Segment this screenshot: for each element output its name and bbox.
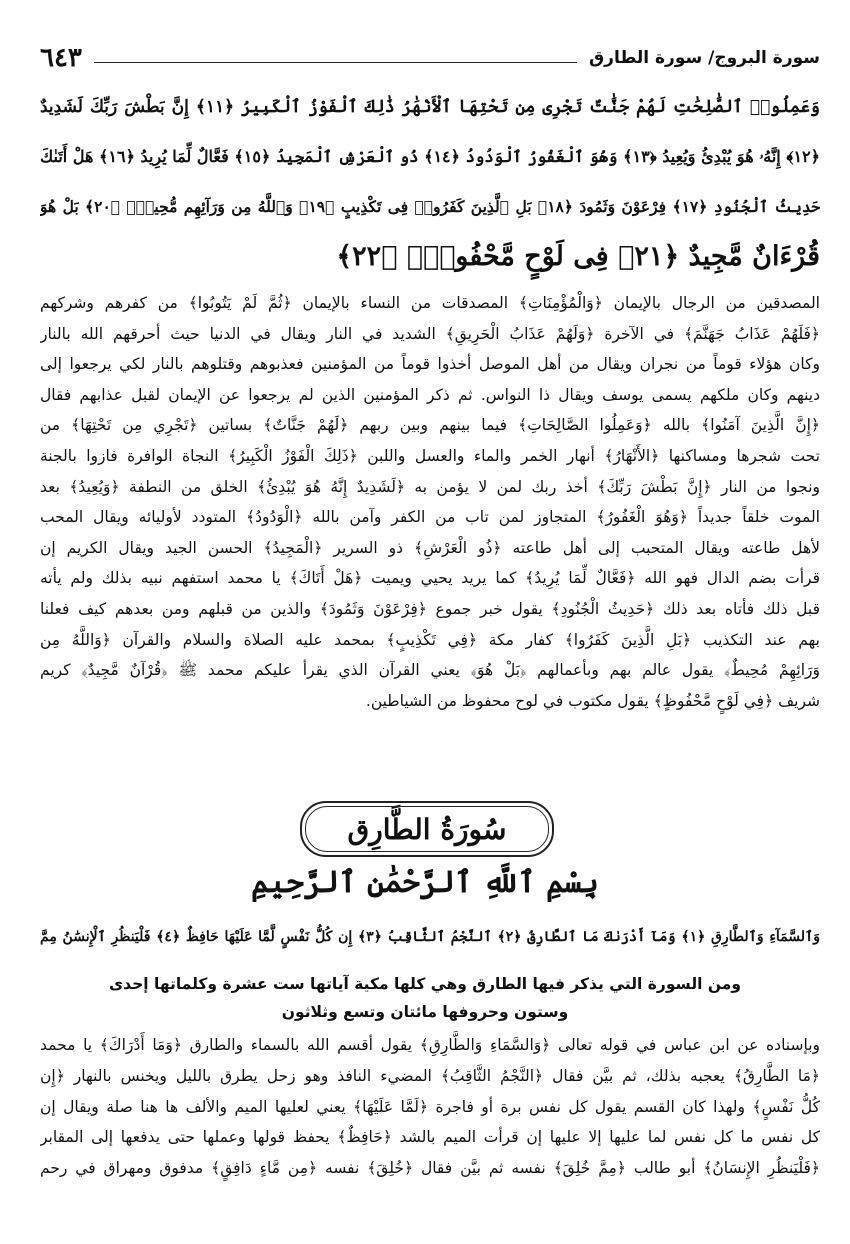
sura-title-frame	[300, 801, 554, 857]
tafsir-line: تحت شجرها ومساكنها ﴿الأَنْهَارُ﴾ أنهار الخمر والماء والعسل واللبن ﴿ذَلِكَ الْفَوْزُ الْكَبِيرُ﴾ النجاة الوافرة فازوا بالجنة	[40, 446, 820, 465]
tafsir-line: لأهل طاعته ويقال المتحبب إلى أهل طاعته ﴿ذُو الْعَرْشِ﴾ ذو السرير ﴿الْمَجِيدُ﴾ الحسن الجيد ويقال الكريم إن	[40, 538, 820, 557]
tafsir-line: المصدقين من الرجال بالإيمان ﴿وَالْمُؤْمِنَاتِ﴾ المصدقات من النساء بالإيمان ﴿ثُمَّ لَمْ يَتُوبُوا﴾ من كفرهم وشركهم	[40, 294, 820, 312]
page-header	[40, 40, 820, 76]
basmala: بِسْمِ ٱللَّهِ ٱلرَّحْمَٰنِ ٱلرَّحِيمِ	[251, 865, 599, 900]
tafsir-line: بهم عند التكذيب ﴿بَلِ الَّذِينَ كَفَرُوا﴾ كفار مكة ﴿فِي تَكْذِيبٍ﴾ بمحمد عليه الصلاة والسلام والقرآن ﴿وَاللَّهُ مِن	[40, 630, 820, 649]
tafsir-line: الموت خلقاً جديداً ﴿وَهُوَ الْغَفُورُ﴾ المتجاوز لمن تاب من الكفر وآمن بالله ﴿الْوَدُودُ﴾ المتودد لأوليائه ويقال المحب	[40, 508, 820, 527]
quran-line: ﴿١٢﴾ إِنَّهُۥ هُوَ يُبْدِئُ وَيُعِيدُ ﴿١٣﴾ وَهُوَ ٱلْغَفُورُ ٱلْوَدُودُ ﴿١٤﴾ ذُو ٱلْعَرْشِ ٱلْمَجِيدُ ﴿١٥﴾ فَعَّالٌ لِّمَا يُرِيدُ ﴿١٦﴾ هَلْ أَتَىٰكَ	[40, 147, 820, 166]
tafsir-line: دينهم وكان ملكهم يسمى يوسف ويقال ذا النواس. ثم ذكر المؤمنين الذين لم يرجعوا عن الإيمان لقبل عذابهم فقال	[40, 385, 820, 404]
sura-intro	[80, 970, 770, 1026]
running-title: سورة البروج/ سورة الطارق	[588, 48, 820, 68]
quran-text-top	[40, 82, 820, 282]
tafsir-text-top	[40, 288, 820, 716]
tafsir-line: قرأت بضم الدال فهو الله ﴿فَعَّالٌ لِّمَا يُرِيدُ﴾ كما يريد يحيي ويميت ﴿هَلْ أَتَاكَ﴾ يا محمد استفهم نبيه بذلك ولم يأته	[40, 569, 820, 588]
tafsir-text-bottom	[40, 1030, 820, 1184]
sura-title: سُورَةُ الطَّارِق	[347, 812, 507, 846]
tafsir-line: ﴿فَلْيَنظُرِ الإِنسَانُ﴾ أبو طالب ﴿مِمَّ خُلِقَ﴾ نفسه ثم بيَّن فقال ﴿خُلِقَ﴾ نفسه ﴿مِن مَّاءٍ دَافِقٍ﴾ مدفوق ومهراق في رحم	[40, 1159, 820, 1178]
header-rule	[94, 62, 577, 63]
quran-line: وَعَمِلُوا۟ ٱلصَّٰلِحَٰتِ لَهُمْ جَنَّٰتٌ تَجْرِى مِن تَحْتِهَا ٱلْأَنْهَٰرُ ذَٰلِكَ ٱلْفَوْزُ ٱلْكَبِيرُ ﴿١١﴾ إِنَّ بَطْشَ رَبِّكَ لَشَدِيدٌ	[40, 97, 820, 117]
tafsir-line: وَرَائِهِمْ مُحِيطٌ﴾ يقول عالم بهم وبأعمالهم ﴿بَلْ هُوَ﴾ يعني القرآن الذي يقرأ عليكم محمد ﷺ ﴿قُرْآنٌ مَّجِيدٌ﴾ كريم	[40, 661, 820, 680]
quran-line: قُرْءَانٌ مَّجِيدٌ ﴿٢١﴾ فِى لَوْحٍ مَّحْفُوظٍۭ ﴿٢٢﴾	[336, 241, 820, 272]
quran-line: حَدِيثُ ٱلْجُنُودِ ﴿١٧﴾ فِرْعَوْنَ وَثَمُودَ ﴿١٨﴾ بَلِ ٱلَّذِينَ كَفَرُوا۟ فِى تَكْذِيبٍ ﴿١٩﴾ وَٱللَّهُ مِن وَرَآئِهِم مُّحِيطٌۢ ﴿٢٠﴾ بَلْ هُوَ	[40, 197, 820, 216]
tafsir-line: ﴿إِنَّ الَّذِينَ آمَنُوا﴾ بالله ﴿وَعَمِلُوا الصَّالِحَاتِ﴾ فيما بينهم وبين ربهم ﴿لَهُمْ جَنَّاتٌ﴾ بساتين ﴿تَجْرِي مِن تَحْتِهَا﴾ من	[40, 416, 820, 435]
tafsir-line: كل نفس ما كل نفس لما عليها إلا عليها إن قرأت الميم بالشد ﴿حَافِظٌ﴾ يحفظ قولها وعملها حتى يدفعها إلى المقابر	[40, 1128, 820, 1147]
tafsir-line: وكان هؤلاء قوماً من نجران ويقال من أهل الموصل أخذوا قوماً من المؤمنين فعذبوهم وقتلوهم بالنار لكي يرجعوا إلى	[40, 355, 820, 374]
tafsir-line: وبإسناده عن ابن عباس في قوله تعالى ﴿وَالسَّمَاءِ وَالطَّارِقِ﴾ يقول أقسم الله بالسماء والطارق ﴿وَمَا أَدْرَاكَ﴾ يا محمد	[40, 1036, 820, 1054]
tafsir-line: ﴿مَا الطَّارِقُ﴾ يعجبه بذلك، ثم بيَّن فقال ﴿النَّجْمُ الثَّاقِبُ﴾ المضيء النافذ وهو زحل يطرق بالليل ويخنس بالنهار ﴿إِن	[40, 1066, 820, 1085]
tafsir-line: ﴿فَلَهُمْ عَذَابُ جَهَنَّمَ﴾ في الآخرة ﴿وَلَهُمْ عَذَابُ الْحَرِيقِ﴾ الشديد في النار ويقال في الدنيا حيث أحرقهم الله بالنار	[40, 324, 820, 343]
tafsir-line: قبل ذلك فأتاه بعد ذلك ﴿حَدِيثُ الْجُنُودِ﴾ يقول خبر جموع ﴿فِرْعَوْنَ وَثَمُودَ﴾ والذين من قبلهم ومن بعدهم كيف فعلنا	[40, 599, 820, 618]
intro-line: وستون وحروفها مائتان وتسع وثلاثون	[281, 1003, 569, 1021]
page-number: ٦٤٣	[40, 43, 82, 73]
tafsir-line: شريف ﴿فِي لَوْحٍ مَّحْفُوظٍ﴾ يقول مكتوب في لوح محفوظ من الشياطين.	[365, 691, 820, 710]
tafsir-line: كُلُّ نَفْسٍ﴾ ولهذا كان القسم يقول كل نفس برة أو فاجرة ﴿لَمَّا عَلَيْهَا﴾ يعني لعليها الميم والألف ها هنا صلة ويقال إن	[40, 1097, 820, 1116]
tafsir-line: ونجوا من النار ﴿إِنَّ بَطْشَ رَبِّكَ﴾ أخذ ربك لمن لا يؤمن به ﴿لَشَدِيدٌ إِنَّهُ هُوَ يُبْدِئُ﴾ الخلق من النطفة ﴿وَيُعِيدُ﴾ بعد	[40, 477, 820, 496]
intro-line: ومن السورة التي يذكر فيها الطارق وهي كلها مكية آياتها ست عشرة وكلماتها إحدى	[108, 975, 742, 993]
quran-text-tariq: وَٱلسَّمَآءِ وَٱلطَّارِقِ ﴿١﴾ وَمَآ أَدْرَىٰكَ مَا ٱلطَّارِقُ ﴿٢﴾ ٱلنَّجْمُ ٱلثَّاقِبُ ﴿٣﴾ إِن كُلُّ نَفْسٍ لَّمَّا عَلَيْهَا حَافِظٌ ﴿٤﴾ فَلْيَنظُرِ ٱلْإِنسَٰنُ مِمَّ	[40, 929, 820, 945]
